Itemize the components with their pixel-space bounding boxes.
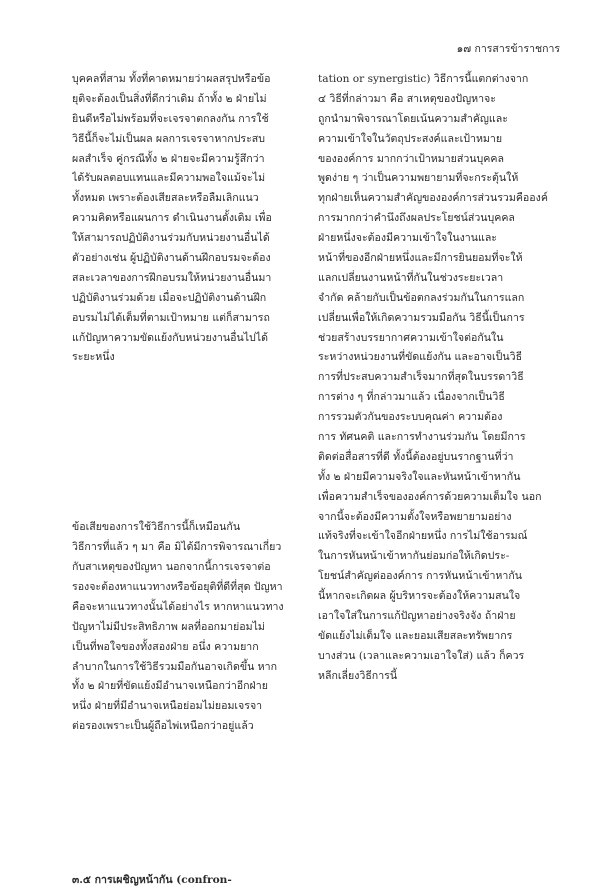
- paragraph: [72, 518, 312, 737]
- text-line: สละเวลาของการฝึกอบรมให้หน่วยงานอื่นมา: [72, 271, 272, 284]
- text-line: การรวมตัวกันของระบบคุณค่า ความต้อง: [318, 411, 503, 424]
- text-line: หนึ่ง ฝ่ายที่มีอำนาจเหนือย่อมไม่ยอมเจรจา: [72, 700, 263, 713]
- text-line: ขององค์การ มากกว่าเป้าหมายส่วนบุคคล: [318, 152, 504, 165]
- text-line: โยชน์สำคัญต่อองค์การ การหันหน้าเข้าหากัน: [318, 570, 522, 583]
- text-line: หน้าที่ของอีกฝ่ายหนึ่งและมีการยินยอมที่จะให้: [318, 252, 523, 265]
- text-line: ทั้ง ๒ ฝ่ายมีความจริงใจและหันหน้าเข้าหากัน: [318, 470, 521, 483]
- text-line: ผลสำเร็จ คู่กรณีทั้ง ๒ ฝ่ายจะมีความรู้สึกว่า: [72, 152, 265, 165]
- text-line: จากนี้จะต้องมีความตั้งใจหรือพยายามอย่าง: [318, 510, 512, 523]
- text-line: การ ทัศนคติ และการทำงานร่วมกัน โดยมีการ: [318, 431, 526, 444]
- text-line: ระยะหนึ่ง: [72, 351, 115, 364]
- text-line: นี้หากจะเกิดผล ผู้บริหารจะต้องให้ความสนใจ: [318, 590, 521, 603]
- running-title: การสารข้าราชการ: [474, 43, 560, 55]
- text-line: เพื่อความสำเร็จขององค์การด้วยความเต็มใจ นอก: [318, 490, 542, 503]
- paragraph: [318, 70, 558, 687]
- text-line: ในการหันหน้าเข้าหากันย่อมก่อให้เกิดประ-: [318, 550, 510, 563]
- section-heading: ๓.๕ การเผชิญหน้ากัน (confron-: [72, 874, 232, 887]
- text-line: กับสาเหตุของปัญหา นอกจากนี้การเจรจาต่อ: [72, 561, 271, 574]
- text-line: ระหว่างหน่วยงานที่ขัดแย้งกัน และอาจเป็นวิธี: [318, 351, 523, 364]
- text-line: ปัญหาไม่มีประสิทธิภาพ ผลที่ออกมาย่อมไม่: [72, 620, 265, 633]
- text-line: ต่อรองเพราะเป็นผู้ถือไพ่เหนือกว่าอยู่แล้ว: [72, 720, 254, 733]
- text-line: เปลี่ยนเพื่อให้เกิดความรวมมือกัน วิธีนี้เป็นการ: [318, 311, 525, 324]
- text-line: วิธีนี้ก็จะไม่เป็นผล ผลการเจรจาหากประสบ: [72, 132, 265, 145]
- text-line: ให้สามารถปฏิบัติงานร่วมกับหน่วยงานอื่นได้: [72, 232, 270, 245]
- paragraph-spacer: [72, 368, 312, 518]
- right-column: [318, 70, 558, 687]
- text-line: แลกเปลี่ยนงานหน้าที่กันในช่วงระยะเวลา: [318, 271, 504, 284]
- text-line: ๔ วิธีที่กล่าวมา คือ สาเหตุของปัญหาจะ: [318, 92, 496, 105]
- text-line: รองจะต้องหาแนวทางหรือข้อยุติที่ดีที่สุด ปัญหา: [72, 581, 283, 594]
- text-line: ตัวอย่างเช่น ผู้ปฏิบัติงานด้านฝึกอบรมจะต้อง: [72, 252, 271, 265]
- text-line: คือจะหาแนวทางนั้นได้อย่างไร หากหาแนวทาง: [72, 600, 284, 613]
- text-line: ปฏิบัติงานร่วมด้วย เมื่อจะปฏิบัติงานด้านฝึก: [72, 291, 267, 304]
- text-line: ทุกฝ่ายเห็นความสำคัญขององค์การส่วนรวมคือองค์: [318, 192, 548, 205]
- text-line: ยุติจะต้องเป็นสิ่งที่ดีกว่าเดิม ถ้าทั้ง ๒ ฝ่ายไม่: [72, 92, 267, 105]
- text-line: ความคิดหรือแผนการ ดำเนินงานดั้งเดิม เพื่อ: [72, 212, 272, 225]
- text-line: การที่ประสบความสำเร็จมากที่สุดในบรรดาวิธี: [318, 371, 524, 384]
- text-line: ข้อเสียของการใช้วิธีการนี้ก็เหมือนกัน: [72, 521, 241, 534]
- text-line: พูดง่าย ๆ ว่าเป็นความพยายามที่จะกระตุ้นให้: [318, 172, 519, 185]
- text-line: ขัดแย้งไม่เต็มใจ และยอมเสียสละทรัพยากร: [318, 629, 513, 642]
- text-line: จำกัด คล้ายกับเป็นข้อตกลงร่วมกันในการแลก: [318, 291, 525, 304]
- text-line: หลีกเลี่ยงวิธีการนี้: [318, 669, 398, 682]
- text-line: ยินดีหรือไม่พร้อมที่จะเจรจาตกลงกัน การใช้: [72, 112, 269, 125]
- text-line: แก้ปัญหาความขัดแย้งกับหน่วยงานอื่นไปได้: [72, 331, 268, 344]
- text-line: ทั้ง ๒ ฝ่ายที่ขัดแย้งมีอำนาจเหนือกว่าอีกฝ่าย: [72, 680, 268, 693]
- text-line: เป็นที่พอใจของทั้งสองฝ่าย อนึ่ง ความยาก: [72, 640, 259, 653]
- paragraph-spacer: [72, 737, 312, 871]
- text-line: tation or synergistic) วิธีการนี้แตกต่างจาก: [318, 73, 529, 85]
- text-line: แท้จริงที่จะเข้าใจอีกฝ่ายหนึ่ง การไม่ใช้อารมณ์: [318, 530, 528, 543]
- text-line: วิธีการที่แล้ว ๆ มา คือ มิได้มีการพิจารณาเกี่ยว: [72, 541, 282, 554]
- text-line: ความเข้าใจในวัตถุประสงค์และเป้าหมาย: [318, 132, 503, 145]
- text-line: ช่วยสร้างบรรยากาศความเข้าใจต่อกันใน: [318, 331, 504, 344]
- text-line: ฝ่ายหนึ่งจะต้องมีความเข้าใจในงานและ: [318, 232, 498, 245]
- text-line: การมากกว่าคำนึงถึงผลประโยชน์ส่วนบุคคล: [318, 212, 515, 225]
- text-line: เอาใจใส่ในการแก้ปัญหาอย่างจริงจัง ถ้าฝ่าย: [318, 610, 516, 623]
- text-line: บุคคลที่สาม ทั้งที่คาดหมายว่าผลสรุปหรือข้อ: [72, 73, 271, 85]
- text-line: ลำบากในการใช้วิธีรวมมือกันอาจเกิดขึ้น หาก: [72, 660, 278, 673]
- text-line: ทั้งหมด เพราะต้องเสียสละหรือลืมเลิกแนว: [72, 192, 259, 205]
- text-line: อบรมไม่ได้เต็มที่ตามเป้าหมาย แต่ก็สามารถ: [72, 311, 270, 324]
- text-line: ถูกนำมาพิจารณาโดยเน้นความสำคัญและ: [318, 112, 508, 125]
- page-header: [320, 40, 560, 57]
- paragraph: [72, 70, 312, 368]
- text-line: บางส่วน (เวลาและความเอาใจใส่) แล้ว ก็ควร: [318, 649, 525, 662]
- text-line: การต่าง ๆ ที่กล่าวมาแล้ว เนื่องจากเป็นวิธี: [318, 391, 505, 404]
- left-column: [72, 70, 312, 891]
- page-number: ๑๗: [456, 43, 472, 55]
- text-line: ติดต่อสื่อสารที่ดี ทั้งนี้ต้องอยู่บนรากฐานที่ว่า: [318, 450, 514, 463]
- text-line: ได้รับผลตอบแทนและมีความพอใจแม้จะไม่: [72, 172, 266, 185]
